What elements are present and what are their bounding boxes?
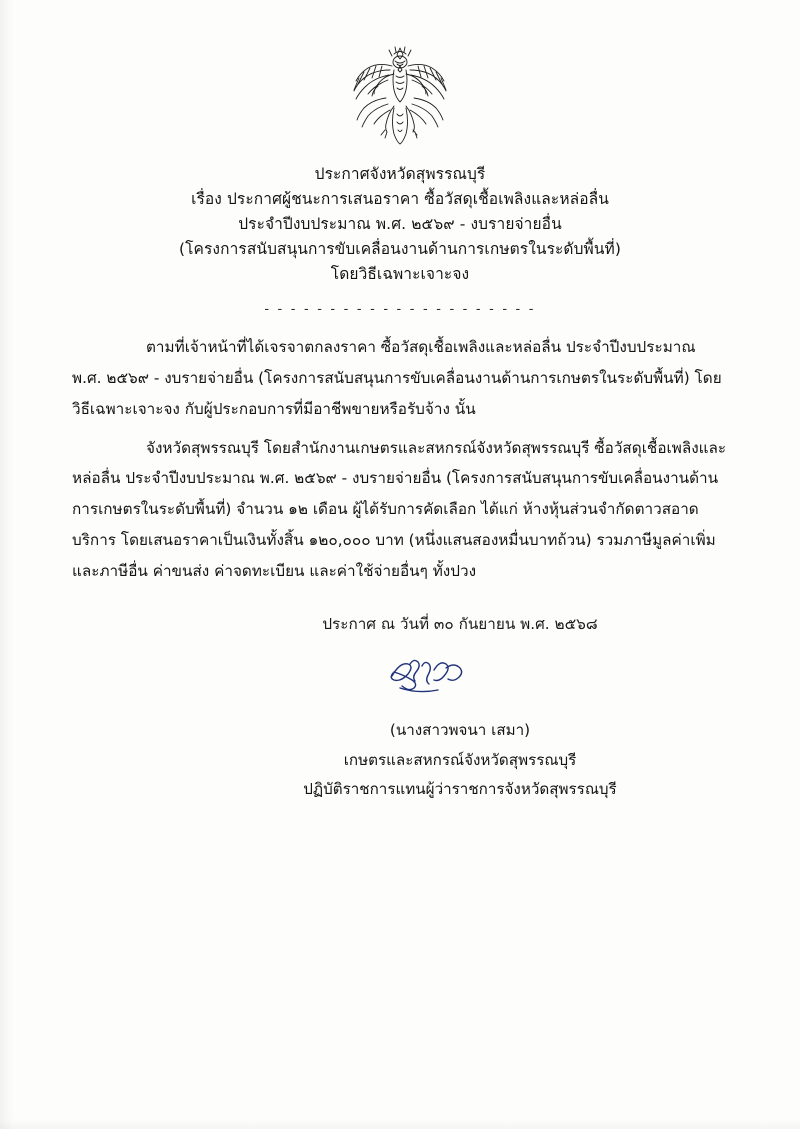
scan-edge-shadow-bottom (0, 1119, 800, 1129)
paragraph-1 (72, 332, 728, 425)
scan-edge-shadow-left (0, 0, 14, 1129)
heading-line-2: เรื่อง ประกาศผู้ชนะการเสนอราคา ซื้อวัสดุเชื้อเพลิงและหล่อลื่น (191, 190, 609, 209)
signature-text-lines (132, 716, 728, 805)
heading-line-3: ประจำปีงบประมาณ พ.ศ. ๒๕๖๙ - งบรายจ่ายอื่น (238, 215, 562, 234)
paragraph-1-text: ตามที่เจ้าหน้าที่ได้เจรจาตกลงราคา ซื้อวัสดุเชื้อเพลิงและหล่อลื่น ประจำปีงบประมาณ พ.ศ. ๒๕๖๙ - งบรายจ่ายอื่น (โครงการสนับสนุนการขับเคลื่อนงานด้านการเกษตรในระดับพื้นที่) โดยวิธีเฉพาะเจาะจง กับผู้ประกอบการที่มีอาชีพขายหรือรับจ้าง นั้น (72, 337, 722, 418)
signer-position: เกษตรและสหกรณ์จังหวัดสุพรรณบุรี (343, 750, 577, 769)
heading-line-1: ประกาศจังหวัดสุพรรณบุรี (314, 165, 486, 183)
document-body (72, 332, 728, 587)
garuda-emblem-icon (340, 42, 460, 146)
emblem-container (72, 42, 728, 154)
document-headings (72, 162, 728, 288)
announcement-date: ประกาศ ณ วันที่ ๓๐ กันยายน พ.ศ. ๒๕๖๘ (322, 614, 598, 633)
signer-acting-role: ปฏิบัติราชการแทนผู้ว่าราชการจังหวัดสุพรรณบุรี (303, 780, 617, 799)
handwritten-signature-icon (370, 650, 490, 704)
signature-container (72, 650, 728, 805)
paragraph-2-text: จังหวัดสุพรรณบุรี โดยสำนักงานเกษตรและสหกรณ์จังหวัดสุพรรณบุรี ซื้อวัสดุเชื้อเพลิงและหล่อลื่น ประจำปีงบประมาณ พ.ศ. ๒๕๖๙ - งบรายจ่ายอื่น (โครงการสนับสนุนการขับเคลื่อนงานด้านการเกษตรในระดับพื้นที่) จำนวน ๑๒ เดือน ผู้ได้รับการคัดเลือก ได้แก่ ห้างหุ้นส่วนจำกัดตาวสอาดบริการ โดยเสนอราคาเป็นเงินทั้งสิ้น ๑๒๐,๐๐๐ บาท (หนึ่งแสนสองหมื่นบาทถ้วน) รวมภาษีมูลค่าเพิ่มและภาษีอื่น ค่าขนส่ง ค่าจดทะเบียน และค่าใช้จ่ายอื่นๆ ทั้งปวง (72, 438, 727, 581)
signer-name: (นางสาวพจนา เสมา) (389, 720, 531, 739)
heading-line-5: โดยวิธีเฉพาะเจาะจง (330, 265, 470, 284)
paragraph-2 (72, 433, 728, 587)
divider-dashes: - - - - - - - - - - - - - - - - - - - - - (264, 301, 536, 317)
heading-line-4: (โครงการสนับสนุนการขับเคลื่อนงานด้านการเกษตรในระดับพื้นที่) (178, 240, 622, 259)
